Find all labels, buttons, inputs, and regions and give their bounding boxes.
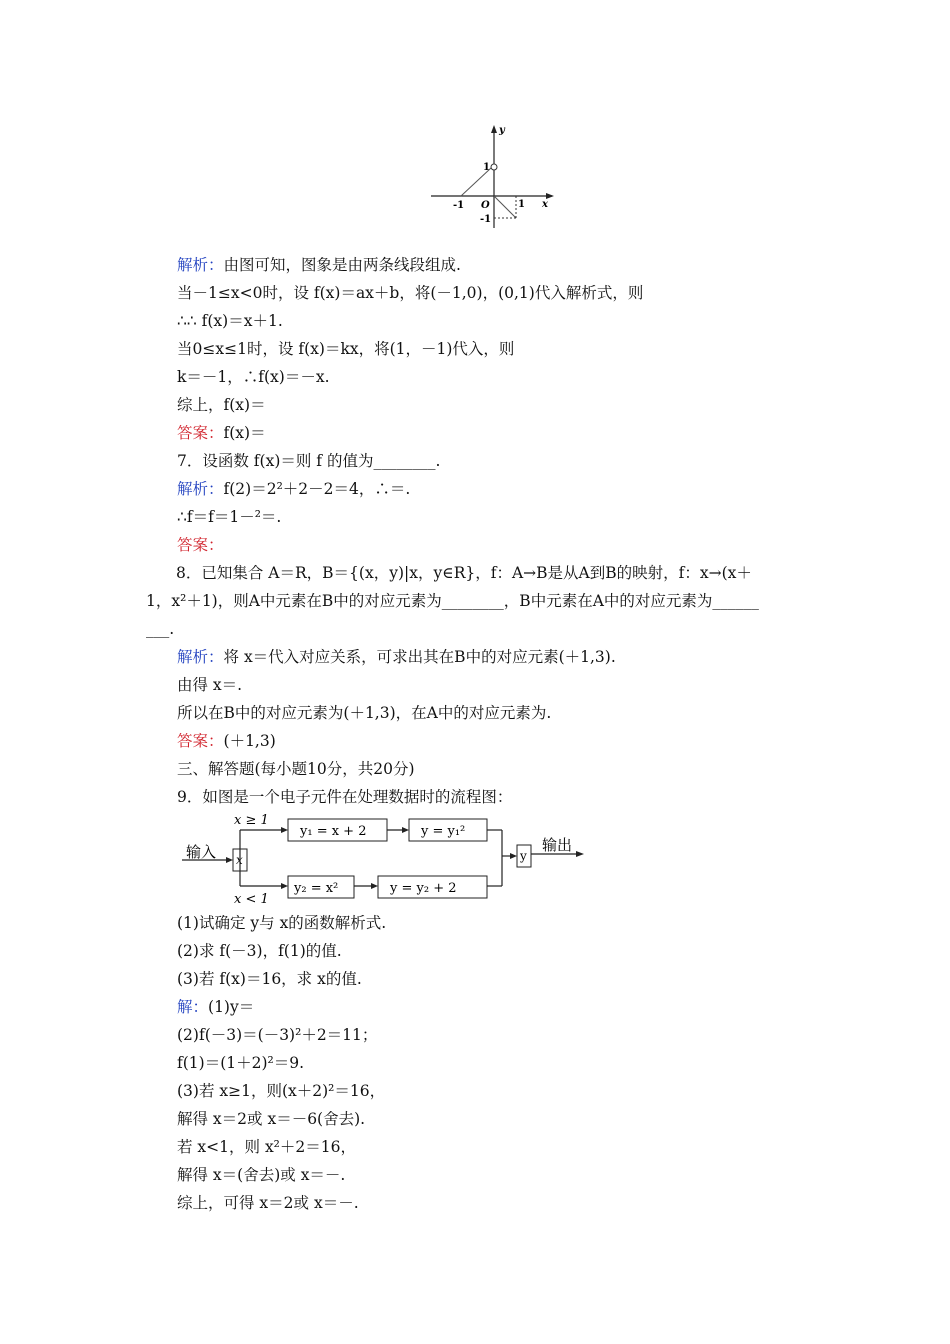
- answer-line: [177, 731, 276, 751]
- question-8-line-1: 8．已知集合 A＝R，B＝{(x，y)|x，y∈R}，f：A→B是从A到B的映射，f：x→(x＋: [176, 564, 752, 582]
- output-arrow-head: [576, 851, 584, 857]
- box-bottom-1-text: y₂ = x²: [294, 881, 339, 896]
- output-label: 输出: [542, 836, 573, 854]
- analysis-line: [177, 647, 616, 667]
- branch-top-arrow: [281, 827, 288, 833]
- solution-line: (2)f(－3)＝(－3)²＋2＝11；: [177, 1026, 378, 1044]
- x-axis-label: x: [542, 199, 548, 210]
- question-7: 7．设函数 f(x)＝则 f 的值为________.: [177, 452, 441, 470]
- flowchart: [176, 810, 596, 910]
- origin-label: O: [481, 200, 490, 211]
- condition-bottom: x < 1: [234, 892, 269, 907]
- analysis-tag: 解析：: [177, 648, 224, 666]
- text-line: ∴∴ f(x)＝x＋1.: [177, 312, 283, 330]
- solution-text: (1)y＝: [208, 998, 255, 1016]
- analysis-line-1: [177, 255, 461, 275]
- question-8-line-2: 1，x²＋1)，则A中元素在B中的对应元素为________，B中元素在A中的对应元素为______: [146, 592, 759, 610]
- text-line: 当0≤x≤1时，设 f(x)＝kx，将(1，－1)代入，则: [177, 340, 515, 358]
- analysis-line: [177, 479, 410, 499]
- analysis-tag: 解析：: [177, 256, 224, 274]
- analysis-text: 将 x＝代入对应关系，可求出其在B中的对应元素(＋1,3).: [223, 648, 616, 666]
- tick-x-neg-one: -1: [453, 200, 465, 211]
- text-line: 综上，f(x)＝: [177, 396, 266, 414]
- answer-line: [177, 535, 224, 555]
- box-top-2-text: y = y₁²: [421, 824, 466, 839]
- question-8-line-3: ___.: [146, 620, 175, 638]
- box-top-1-text: y₁ = x + 2: [300, 824, 367, 839]
- question-9: 9．如图是一个电子元件在处理数据时的流程图：: [177, 788, 513, 806]
- input-arrow-head: [226, 857, 233, 863]
- branch-bottom-arrow: [281, 883, 288, 889]
- arrow-top-mid-head: [402, 827, 409, 833]
- solution-line: 解得 x＝2或 x＝－6(舍去).: [177, 1110, 366, 1128]
- answer-line: [177, 423, 266, 443]
- text-line: 由得 x＝.: [177, 676, 243, 694]
- answer-text: (＋1,3): [223, 732, 276, 750]
- analysis-text: f(2)＝2²＋2－2＝4，∴＝.: [223, 480, 411, 498]
- condition-top: x ≥ 1: [234, 813, 269, 828]
- solution-line: 解得 x＝(舍去)或 x＝－.: [177, 1166, 346, 1184]
- input-var: x: [236, 853, 243, 867]
- solution-line: f(1)＝(1＋2)²＝9.: [177, 1054, 305, 1072]
- solution-tag: 解：: [177, 998, 209, 1016]
- answer-tag: 答案：: [177, 732, 224, 750]
- tick-y-neg-one: -1: [480, 214, 492, 225]
- y-axis-arrow: [491, 125, 497, 133]
- text-line: 所以在B中的对应元素为(＋1,3)，在A中的对应元素为.: [177, 704, 552, 722]
- open-point: [491, 164, 497, 170]
- answer-tag: 答案：: [177, 424, 224, 442]
- solution-line: 若 x<1，则 x²＋2＝16，: [177, 1138, 356, 1156]
- solution-line-1: [177, 997, 254, 1017]
- answer-tag: 答案：: [177, 536, 224, 554]
- text-line: 当－1≤x<0时，设 f(x)＝ax＋b，将(－1,0)，(0,1)代入解析式，则: [177, 284, 644, 302]
- merge-out-head: [510, 853, 517, 859]
- part-2: (2)求 f(－3)，f(1)的值.: [177, 942, 342, 960]
- analysis-text: 由图可知，图象是由两条线段组成.: [223, 256, 461, 274]
- tick-x-one: 1: [518, 199, 525, 210]
- section-heading: 三、解答题(每小题10分，共20分): [177, 760, 415, 778]
- solution-line: 综上，可得 x＝2或 x＝－.: [177, 1194, 359, 1212]
- output-var: y: [520, 849, 527, 863]
- analysis-tag: 解析：: [177, 480, 224, 498]
- input-label: 输入: [186, 843, 217, 861]
- function-graph: [428, 120, 558, 230]
- answer-text: f(x)＝: [223, 424, 266, 442]
- tick-y-one: 1: [483, 162, 490, 173]
- text-line: k＝－1，∴f(x)＝－x.: [177, 368, 330, 386]
- part-1: (1)试确定 y与 x的函数解析式.: [177, 914, 387, 932]
- box-bottom-2-text: y = y₂ + 2: [390, 881, 457, 896]
- text-line: ∴f＝f＝1－²＝.: [177, 508, 282, 526]
- segment-right: [494, 196, 516, 218]
- arrow-bottom-mid-head: [371, 883, 378, 889]
- part-3: (3)若 f(x)＝16，求 x的值.: [177, 970, 362, 988]
- y-axis-label: y: [499, 125, 505, 136]
- solution-line: (3)若 x≥1，则(x＋2)²＝16，: [177, 1082, 386, 1100]
